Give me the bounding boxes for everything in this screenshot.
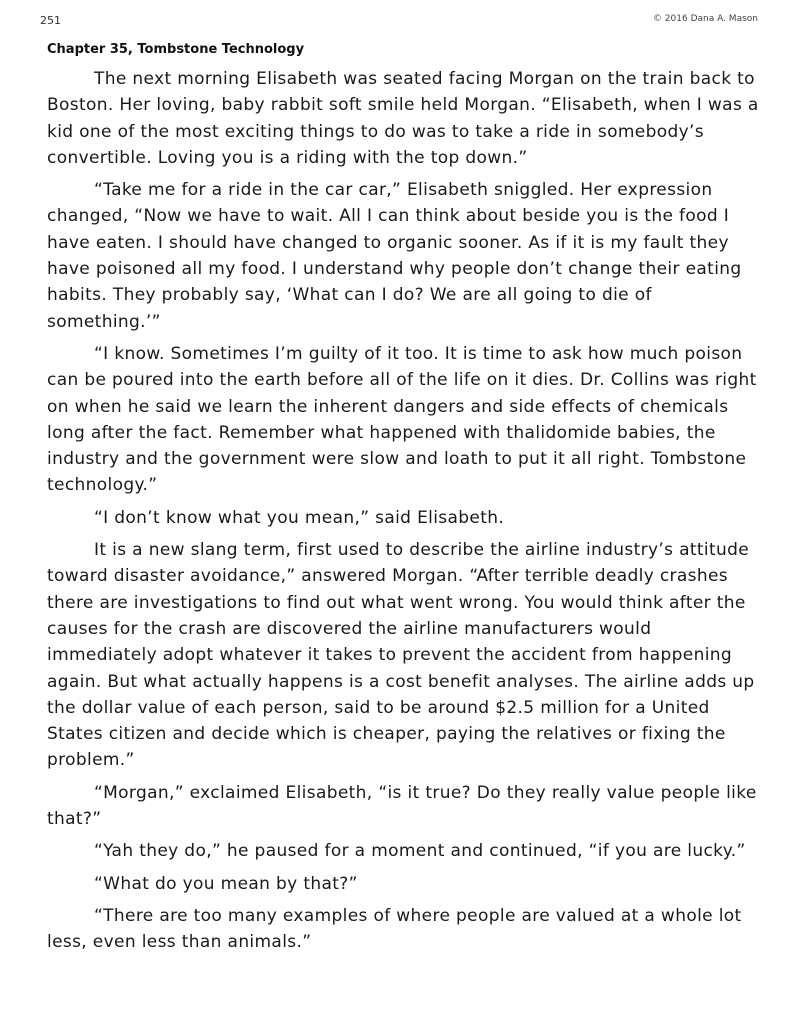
copyright-notice: © 2016 Dana A. Mason bbox=[652, 14, 758, 24]
paragraph: It is a new slang term, first used to describe the airline industry’s attitude toward disaster avoidance,” answered Morgan. “After terrible deadly crashes there are investigations to find out what went wrong. You would think after the causes for the crash are discovered the airline manufacturers would immediately adopt whatever it takes to prevent the accident from happening again. But what actually happens is a cost benefit analyses. The airline adds up the dollar value of each person, said to be around $2.5 million for a United States citizen and decide which is cheaper, paying the relatives or fixing the problem.” bbox=[47, 540, 755, 771]
paragraph: “What do you mean by that?” bbox=[94, 873, 358, 894]
paragraph: “I know. Sometimes I’m guilty of it too. It is time to ask how much poison can be poured into the earth before all of the life on it dies. Dr. Collins was right on when he said we learn the inherent dangers and side effects of chemicals long after the fact. Remember what happened with thalidomide babies, the industry and the government were slow and loath to put it all right. Tombstone technology.” bbox=[47, 343, 757, 496]
paragraph: “There are too many examples of where people are valued at a whole lot less, even less than animals.” bbox=[47, 905, 742, 953]
page-number: 251 bbox=[40, 14, 61, 27]
paragraph: “I don’t know what you mean,” said Elisabeth. bbox=[94, 507, 505, 528]
paragraph: “Morgan,” exclaimed Elisabeth, “is it true? Do they really value people like that?” bbox=[47, 782, 757, 830]
chapter-title: Chapter 35, Tombstone Technology bbox=[47, 42, 305, 57]
body-text bbox=[47, 66, 762, 962]
paragraph: The next morning Elisabeth was seated facing Morgan on the train back to Boston. Her loving, baby rabbit soft smile held Morgan. “Elisabeth, when I was a kid one of the most exciting things to do was to take a ride in somebody’s convertible. Loving you is a riding with the top down.” bbox=[47, 69, 759, 168]
paragraph: “Take me for a ride in the car car,” Elisabeth sniggled. Her expression changed, “Now we have to wait. All I can think about beside you is the food I have eaten. I should have changed to organic sooner. As if it is my fault they have poisoned all my food. I understand why people don’t change their eating habits. They probably say, ‘What can I do? We are all going to die of something.’” bbox=[47, 180, 742, 332]
paragraph: “Yah they do,” he paused for a moment and continued, “if you are lucky.” bbox=[94, 841, 746, 862]
